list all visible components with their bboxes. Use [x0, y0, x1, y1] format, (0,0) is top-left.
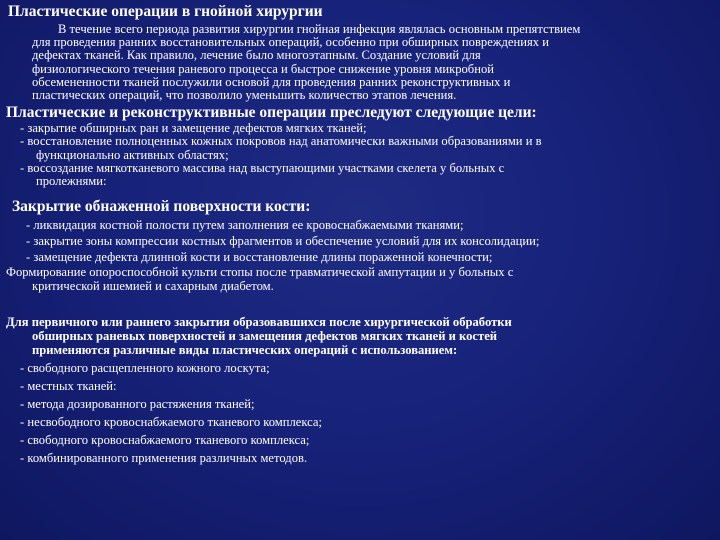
- stump-paragraph: [6, 265, 712, 293]
- method-item: - метода дозированного растяжения тканей;: [20, 397, 255, 412]
- bone-item: - ликвидация костной полости путем заполнения ее кровоснабжаемыми тканями;: [26, 218, 464, 233]
- intro-line: В течение всего периода развития хирургии гнойная инфекция являлась основным препятствием: [58, 22, 581, 36]
- bone-item: - закрытие зоны компрессии костных фрагментов и обеспечение условий для их консолидации;: [26, 234, 540, 249]
- intro-line: дефектах тканей. Как правило, лечение было многоэтапным. Создание условий для: [32, 48, 481, 63]
- method-item: - комбинированного применения различных методов.: [20, 451, 308, 466]
- intro-line: физиологического течения раневого процесса и быстрое снижение уровня микробной: [32, 61, 494, 76]
- stump-line: критической ишемией и сахарным диабетом.: [32, 279, 274, 294]
- method-item: - свободного кровоснабжаемого тканевого комплекса;: [20, 433, 310, 448]
- intro-line: обсемененности тканей послужили основой для проведения ранних реконструктивных и: [32, 74, 511, 89]
- stump-line: Формирование опороспособной культи стопы после травматической ампутации и у больных с: [6, 265, 514, 280]
- methods-intro-line: Для первичного или раннего закрытия образовавшихся после хирургической обработки: [6, 315, 512, 330]
- method-item: - несвободного кровоснабжаемого тканевого комплекса;: [20, 415, 323, 430]
- methods-intro-line: обширных раневых поверхностей и замещения дефектов мягких тканей и костей: [32, 329, 498, 344]
- goals-list: [6, 122, 712, 188]
- bone-item: - замещение дефекта длинной кости и восстановление длины пораженной конечности;: [26, 250, 493, 265]
- intro-paragraph: [6, 23, 712, 102]
- goal-item: - закрытие обширных ран и замещение дефектов мягких тканей;: [20, 121, 367, 136]
- goal-item-continuation: пролежнями:: [36, 174, 107, 189]
- bone-list: [6, 217, 712, 265]
- slide-title: Пластические операции в гнойной хирургии: [8, 3, 323, 20]
- method-item: - местных тканей:: [20, 379, 117, 394]
- goals-heading: Пластические и реконструктивные операции преследуют следующие цели:: [6, 104, 537, 122]
- goal-item: - воссоздание мягкотканевого массива над выступающими участками скелета у больных с: [20, 160, 505, 175]
- methods-list: [6, 359, 712, 467]
- intro-line: пластических операций, что позволило уменьшить количество этапов лечения.: [32, 88, 457, 103]
- goal-item: - восстановление полноценных кожных покровов над анатомически важными образованиями и в: [20, 134, 542, 149]
- methods-intro-line: применяются различные виды пластических операций с использованием:: [32, 343, 458, 358]
- bone-heading: Закрытие обнаженной поверхности кости:: [12, 198, 311, 216]
- methods-intro: [6, 315, 712, 357]
- goal-item-continuation: функционально активных областях;: [36, 147, 229, 162]
- method-item: - свободного расщепленного кожного лоскута;: [20, 361, 270, 376]
- intro-line: для проведения ранних восстановительных операций, особенно при обширных повреждениях и: [32, 35, 549, 50]
